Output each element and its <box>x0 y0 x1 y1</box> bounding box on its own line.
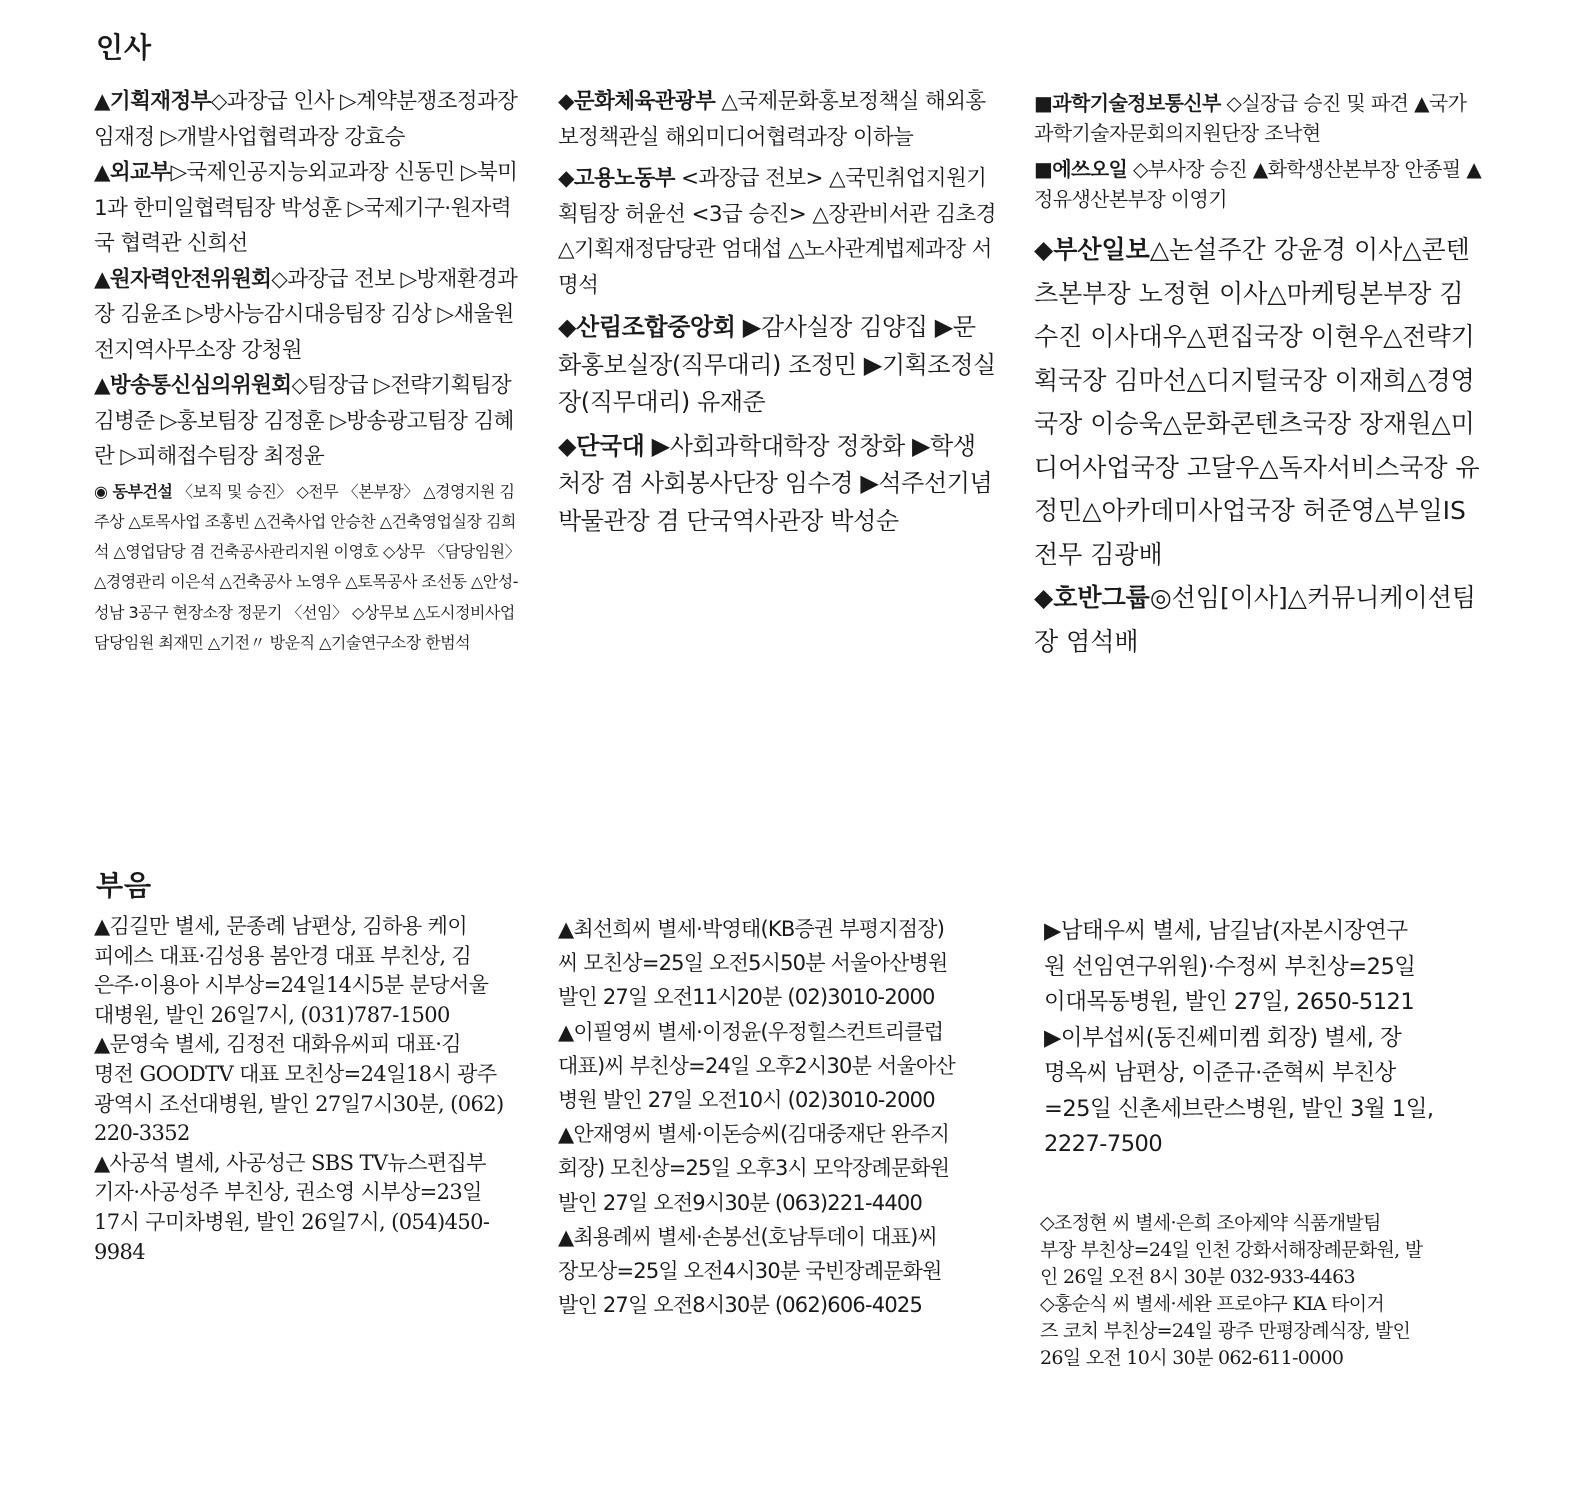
personnel-entry <box>94 262 526 369</box>
text-line: 발인 27일 오전11시20분 (02)3010-2000 <box>558 985 935 1010</box>
text-line: =25일 신촌세브란스병원, 발인 3월 1일, <box>1044 1095 1434 1122</box>
obituary-entry <box>558 912 1004 1015</box>
text-line: 명옥씨 남편상, 이준규·준혁씨 부친상 <box>1044 1060 1396 1086</box>
text-line: ▲이필영씨 별세·이정윤(우정힐스컨트리클럽 <box>558 1019 944 1044</box>
org-name: ◆단국대 <box>558 431 645 460</box>
org-name: ■에쓰오일 <box>1034 157 1128 181</box>
text-line: 장모상=25일 오전4시30분 국빈장례문화원 <box>558 1259 942 1284</box>
text-line: 기자·사공성주 부친상, 권소영 시부상=23일 <box>94 1180 482 1205</box>
personnel-column-2 <box>558 84 998 540</box>
entry-text: ▶사회과학대학장 정창화 ▶학생처장 겸 사회봉사단장 임수경 ▶석주선기념박물관장 겸 단국역사관장 박성순 <box>558 431 993 535</box>
entry-text: △국제문화홍보정책실 해외홍보정책관실 해외미디어협력과장 이하늘 <box>558 89 986 150</box>
entry-text: ◇부사장 승진 ▲화학생산본부장 안종필 ▲정유생산본부장 이영기 <box>1034 157 1482 211</box>
org-name: ◆호반그룹 <box>1034 583 1150 612</box>
personnel-entry <box>1034 88 1482 148</box>
obituary-entry <box>1040 1291 1486 1372</box>
personnel-heading: 인사 <box>96 31 153 64</box>
personnel-entry <box>558 309 998 422</box>
obituary-heading: 부음 <box>96 869 153 902</box>
text-line: 원 선임연구위원)·수정씨 부친상=25일 <box>1044 953 1416 980</box>
text-line: 피에스 대표·김성용 봄안경 대표 부친상, 김 <box>94 943 472 968</box>
entry-text: ◇팀장급 ▷전략기획팀장 김병준 ▷홍보팀장 김정훈 ▷방송광고팀장 김혜란 ▷피해접수팀장 최정윤 <box>94 373 514 469</box>
personnel-entry <box>94 155 526 262</box>
text-line: 220-3352 <box>94 1121 190 1146</box>
obituary-entry <box>558 1117 1004 1220</box>
personnel-entry <box>94 84 526 155</box>
text-line: ▶이부섭씨(동진쎄미켐 회장) 별세, 장 <box>1044 1024 1402 1051</box>
entry-text: △논설주간 강윤경 이사△콘텐츠본부장 노정현 이사△마케팅본부장 김수진 이사대우△편집국장 이현우△전략기획국장 김마선△디지털국장 이재희△경영국장 이승욱△문화콘텐츠국장 장재원△미디어사업국장 고달우△독자서비스국장 유정민△아카데미사업국장 허준영△부일IS 전무 김광배 <box>1034 235 1480 569</box>
obituary-entry <box>1040 1210 1486 1291</box>
org-name: ◆산림조합중앙회 <box>558 313 736 341</box>
obituary-column-3-small <box>1040 1210 1486 1372</box>
obituary-entry <box>1044 1021 1484 1163</box>
obituary-column-2 <box>558 912 1004 1322</box>
text-line: ▲문영숙 별세, 김정전 대화유씨피 대표·김 <box>94 1032 461 1057</box>
personnel-column-3 <box>1034 88 1482 663</box>
obituary-column-1 <box>94 912 530 1267</box>
personnel-entry <box>1034 576 1482 663</box>
personnel-entry <box>1034 228 1482 576</box>
text-line: 9984 <box>94 1239 146 1264</box>
text-line: ◇조정현 씨 별세·은희 조아제약 식품개발팀 <box>1040 1212 1381 1234</box>
org-name: ▲방송통신심의위원회 <box>94 373 292 398</box>
org-name: ▲기획재정부 <box>94 89 211 114</box>
org-name: ▲외교부 <box>94 160 171 185</box>
personnel-column-1 <box>94 84 526 658</box>
text-line: 씨 모친상=25일 오전5시50분 서울아산병원 <box>558 951 948 976</box>
text-line: ▶남태우씨 별세, 남길남(자본시장연구 <box>1044 918 1408 944</box>
entry-text: ◇과장급 전보 ▷방재환경과장 김윤조 ▷방사능감시대응팀장 김상 ▷새울원전지역사무소장 강청원 <box>94 266 518 363</box>
text-line: 2227-7500 <box>1044 1131 1163 1157</box>
text-line: 은주·이용아 시부상=24일14시5분 분당서울 <box>94 973 489 998</box>
org-name: ◆고용노동부 <box>558 166 675 191</box>
text-line: 대병원, 발인 26일7시, (031)787-1500 <box>94 1002 450 1027</box>
text-line: 발인 27일 오전8시30분 (062)606-4025 <box>558 1293 923 1318</box>
entry-text: ◇과장급 인사 ▷계약분쟁조정과장 임재정 ▷개발사업협력과장 강효승 <box>94 89 518 150</box>
text-line: 회장) 모친상=25일 오후3시 모악장례문화원 <box>558 1156 950 1181</box>
text-line: 대표)씨 부친상=24일 오후2시30분 서울아산 <box>558 1053 955 1078</box>
text-line: ▲사공석 별세, 사공성근 SBS TV뉴스편집부 <box>94 1150 486 1175</box>
personnel-entry <box>94 477 526 659</box>
text-line: 부장 부친상=24일 인천 강화서해장례문화원, 발 <box>1040 1239 1423 1261</box>
entry-text: ▷국제인공지능외교과장 신동민 ▷북미1과 한미일협력팀장 박성훈 ▷국제기구·원자력국 협력관 신희선 <box>94 160 518 256</box>
text-line: ▲최선희씨 별세·박영태(KB증권 부평지점장) <box>558 917 945 941</box>
org-name: ◆부산일보 <box>1034 235 1150 264</box>
entry-text: 〈보직 및 승진〉 ◇전무 〈본부장〉 △경영지원 김주상 △토목사업 조홍빈 △건축사업 안승찬 △건축영업실장 김희석 △영업담당 겸 건축공사관리지원 이영호 ◇상무 〈담당임원〉 △경영관리 이은석 △건축공사 노영우 △토목공사 조선동 △안성-성남 3공구 현장소장 정문기 〈선임〉 ◇상무보 △도시정비사업담당임원 최재민 △기전〃 방운직 △기술연구소장 한범석 <box>94 481 521 652</box>
obituary-entry <box>94 912 530 1030</box>
org-name: ◉ 동부건설 <box>94 481 173 501</box>
text-line: ▲안재영씨 별세·이돈승씨(김대중재단 완주지 <box>558 1122 950 1147</box>
text-line: 26일 오전 10시 30분 062-611-0000 <box>1040 1347 1344 1369</box>
org-name: ◆문화체육관광부 <box>558 89 716 114</box>
text-line: ▲최용례씨 별세·손봉선(호남투데이 대표)씨 <box>558 1224 938 1249</box>
personnel-entry <box>558 84 998 155</box>
text-line: 즈 코치 부친상=24일 광주 만평장례식장, 발인 <box>1040 1320 1411 1342</box>
text-line: 발인 27일 오전9시30분 (063)221-4400 <box>558 1190 923 1215</box>
obituary-entry <box>558 1015 1004 1118</box>
text-line: 인 26일 오전 8시 30분 032-933-4463 <box>1040 1266 1355 1288</box>
obituary-entry <box>1044 914 1484 1021</box>
text-line: 병원 발인 27일 오전10시 (02)3010-2000 <box>558 1088 935 1113</box>
personnel-entry <box>558 161 998 303</box>
personnel-entry <box>94 368 526 475</box>
text-line: 명전 GOODTV 대표 모친상=24일18시 광주 <box>94 1061 497 1086</box>
obituary-entry <box>94 1149 530 1267</box>
entry-text: ◎선임[이사]△커뮤니케이션팀장 염석배 <box>1034 583 1477 656</box>
text-line: ▲김길만 별세, 문종례 남편상, 김하용 케이 <box>94 914 468 938</box>
org-name: ▲원자력안전위원회 <box>94 266 272 292</box>
obituary-column-3 <box>1044 914 1484 1163</box>
obituary-entry <box>558 1220 1004 1323</box>
text-line: 이대목동병원, 발인 27일, 2650-5121 <box>1044 989 1415 1015</box>
entry-text: <과장급 전보> △국민취업지원기획팀장 허윤선 <3급 승진> △장관비서관 김초경 △기획재정담당관 엄대섭 △노사관계법제과장 서명석 <box>558 166 996 298</box>
entry-text: ▶감사실장 김양집 ▶문화홍보실장(직무대리) 조정민 ▶기획조정실장(직무대리) 유재준 <box>558 313 996 416</box>
text-line: 17시 구미차병원, 발인 26일7시, (054)450- <box>94 1209 490 1234</box>
text-line: ◇홍순식 씨 별세·세완 프로야구 KIA 타이거 <box>1040 1293 1385 1315</box>
entry-text: ◇실장급 승진 및 파견 ▲국가과학기술자문회의지원단장 조낙현 <box>1034 91 1467 145</box>
obituary-entry <box>94 1030 530 1148</box>
personnel-entry <box>558 428 998 541</box>
org-name: ■과학기술정보통신부 <box>1034 91 1221 115</box>
text-line: 광역시 조선대병원, 발인 27일7시30분, (062) <box>94 1091 504 1116</box>
personnel-entry <box>1034 154 1482 214</box>
